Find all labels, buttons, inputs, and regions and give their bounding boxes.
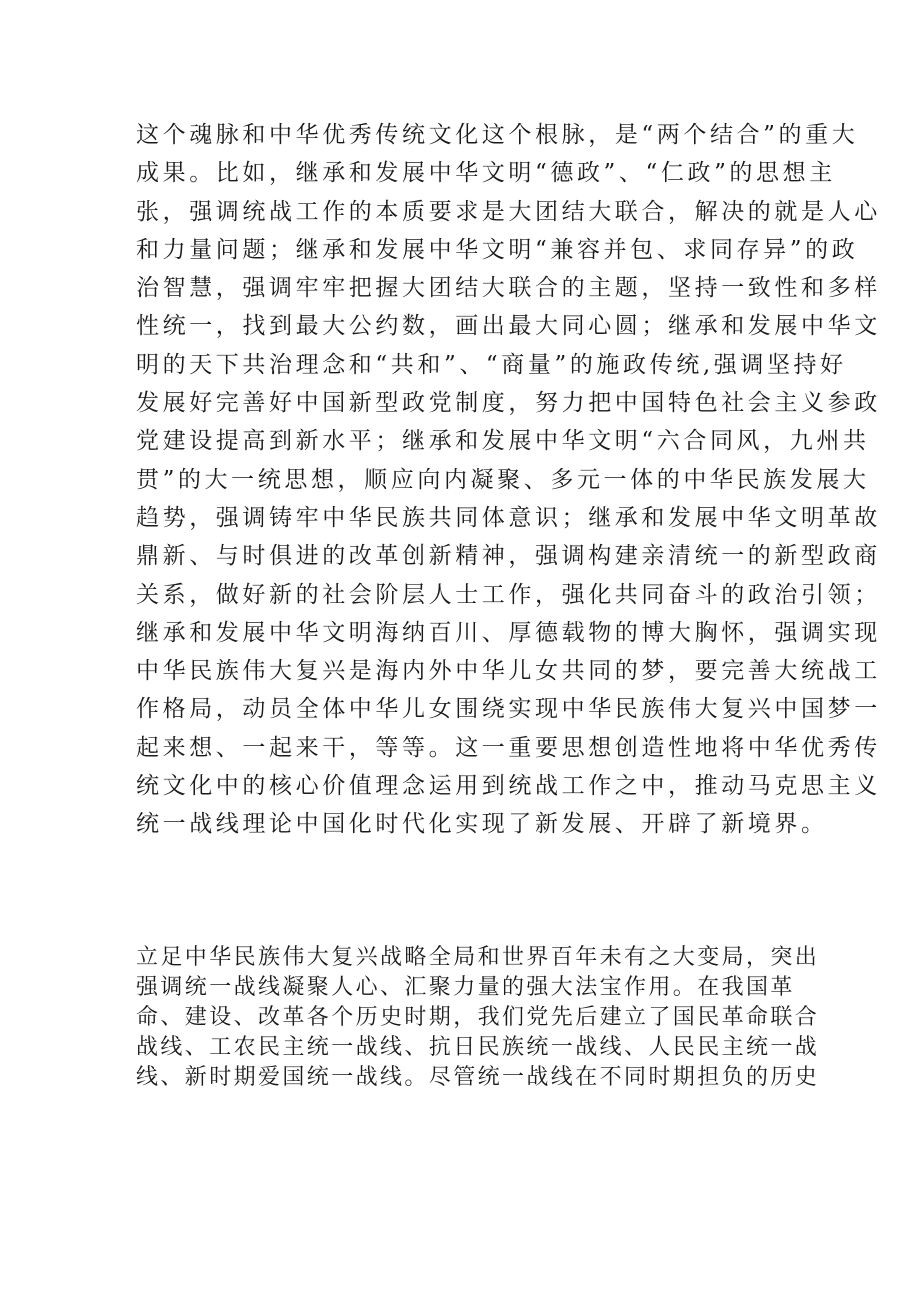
text-line: 强调统一战线凝聚人心、汇聚力量的强大法宝作用。在我国革 xyxy=(136,975,795,1000)
text-line: 线、新时期爱国统一战线。尽管统一战线在不同时期担负的历史 xyxy=(136,1065,820,1090)
text-line: 趋势，强调铸牢中华民族共同体意识；继承和发展中华文明革故 xyxy=(136,504,881,531)
text-line: 起来想、一起来干，等等。这一重要思想创造性地将中华优秀传 xyxy=(136,734,881,761)
text-line: 治智慧，强调牢牢把握大团结大联合的主题，坚持一致性和多样 xyxy=(136,275,881,302)
text-line: 张，强调统战工作的本质要求是大团结大联合，解决的就是人心 xyxy=(136,198,881,225)
text-line: 贯”的大一统思想，顺应向内凝聚、多元一体的中华民族发展大 xyxy=(136,466,870,493)
text-line: 性统一，找到最大公约数，画出最大同心圆；继承和发展中华文 xyxy=(136,313,881,340)
paragraph-2 xyxy=(136,943,820,1093)
text-line: 成果。比如，继承和发展中华文明“德政”、“仁政”的思想主 xyxy=(136,160,836,187)
text-line: 立足中华民族伟大复兴战略全局和世界百年未有之大变局，突出 xyxy=(136,945,820,970)
text-line: 统文化中的核心价值理念运用到统战工作之中，推动马克思主义 xyxy=(136,773,881,800)
text-line: 中华民族伟大复兴是海内外中华儿女共同的梦，要完善大统战工 xyxy=(136,658,881,685)
text-line: 鼎新、与时俱进的改革创新精神，强调构建亲清统一的新型政商 xyxy=(136,543,881,570)
text-line: 发展好完善好中国新型政党制度，努力把中国特色社会主义参政 xyxy=(136,390,881,417)
text-line: 命、建设、改革各个历史时期，我们党先后建立了国民革命联合 xyxy=(136,1005,820,1030)
text-line: 党建设提高到新水平；继承和发展中华文明“六合同风，九州共 xyxy=(136,428,870,455)
text-line: 继承和发展中华文明海纳百川、厚德载物的博大胸怀，强调实现 xyxy=(136,619,881,646)
text-line: 这个魂脉和中华优秀传统文化这个根脉，是“两个结合”的重大 xyxy=(136,122,859,148)
text-line: 明的天下共治理念和“共和”、“商量”的施政传统,强调坚持好 xyxy=(136,351,847,378)
text-line: 战线、工农民主统一战线、抗日民族统一战线、人民民主统一战 xyxy=(136,1035,820,1060)
text-line: 作格局，动员全体中华儿女围绕实现中华民族伟大复兴中国梦一 xyxy=(136,696,881,723)
paragraph-1 xyxy=(136,116,881,844)
text-line: 和力量问题；继承和发展中华文明“兼容并包、求同存异”的政 xyxy=(136,236,859,263)
text-line: 关系，做好新的社会阶层人士工作，强化共同奋斗的政治引领； xyxy=(136,581,881,608)
text-line: 统一战线理论中国化时代化实现了新发展、开辟了新境界。 xyxy=(136,811,828,838)
